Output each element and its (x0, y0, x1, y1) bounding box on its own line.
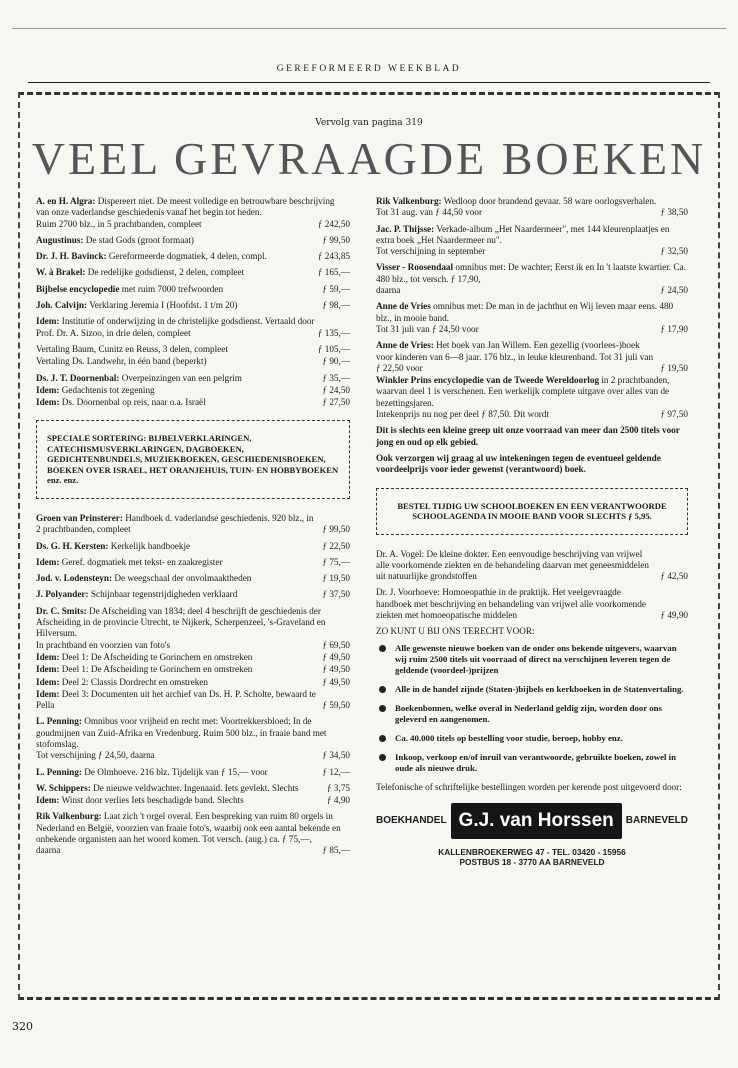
book-price: ƒ 3,75 (327, 782, 350, 793)
service-text: Ca. 40.000 titels op bestelling voor studie, beroep, hobby enz. (395, 732, 623, 743)
schoolbooks-box: BESTEL TIJDIG UW SCHOOLBOEKEN EN EEN VERANTWOORDE SCHOOLAGENDA IN MOOIE BAND VOOR SLECHTS ƒ 5,95. (376, 488, 688, 535)
book-desc (36, 344, 315, 355)
book-desc (36, 356, 319, 367)
book-entry (376, 549, 688, 583)
book-author: Joh. Calvijn: (36, 300, 88, 311)
ad-right-label: BARNEVELD (625, 815, 688, 827)
book-author: Groen van Prinsterer: (36, 512, 123, 523)
book-text: Deel 1: De Afscheiding te Gorinchem en omstreken (59, 651, 253, 662)
book-author: W. à Brakel: (36, 267, 86, 278)
book-entry (36, 284, 350, 295)
book-author: Visser - Roosendaal (376, 262, 454, 273)
book-entry (36, 356, 350, 367)
book-entry (36, 589, 350, 600)
ad-left-label: BOEKHANDEL (376, 815, 447, 827)
book-price: ƒ 24,50 (322, 384, 350, 395)
book-entry (376, 196, 688, 219)
service-text: Alle gewenste nieuwe boeken van de onder ons bekende uitgevers, waarvan wij ruim 2500 titels uit voorraad of direct na verschijnen leveren tegen de geldende (voordeel-)prijzen (395, 642, 677, 675)
right-column (376, 196, 688, 868)
book-author: J. Polyander: (36, 589, 89, 600)
book-text: De stad Gods (groot formaat) (83, 234, 194, 245)
book-author: Dr. J. H. Bavinck: (36, 251, 107, 262)
book-entry (36, 196, 350, 230)
book-entry (36, 795, 350, 806)
book-author: Anne de Vries (376, 301, 431, 312)
book-price-row (36, 640, 350, 651)
bullet-icon (379, 645, 386, 652)
book-entry (36, 385, 350, 396)
book-price: ƒ 35,— (322, 372, 350, 383)
book-author: L. Penning: (36, 766, 82, 777)
book-entry (376, 301, 688, 335)
book-price-row (36, 664, 350, 675)
book-price-row (36, 589, 350, 600)
service-item (376, 643, 688, 676)
bullet-icon (379, 705, 386, 712)
book-price-row (36, 385, 350, 396)
book-price-row (36, 373, 350, 384)
book-price: ƒ 99,50 (322, 234, 350, 245)
book-author: Jod. v. Lodensteyn: (36, 573, 113, 584)
shop-logo: G.J. van Horssen (451, 803, 622, 839)
book-price: ƒ 85,— (322, 845, 350, 856)
bullet-icon (379, 735, 386, 742)
book-desc (376, 375, 688, 409)
service-item (376, 703, 688, 725)
book-entry (36, 677, 350, 688)
book-author: Dr. C. Smits: (36, 605, 87, 616)
book-text: Deel 2: Classis Dordrecht en omstreken (59, 676, 208, 687)
book-price: ƒ 99,50 (322, 524, 350, 535)
book-price-row (36, 750, 350, 761)
book-text: Gereformeerde dogmatiek, 4 delen, compl. (106, 251, 267, 262)
book-price: ƒ 4,90 (327, 795, 350, 806)
book-entry (36, 541, 350, 552)
book-text: Schijnbaar tegenstrijdigheden verklaard (88, 589, 238, 600)
book-desc (36, 251, 315, 262)
book-text: De nieuwe veldwachter. Ingenaaid. Iets gevlekt. Slechts (90, 782, 299, 793)
book-entry (36, 689, 350, 712)
right-entries-1 (376, 196, 688, 420)
book-price-row (36, 284, 350, 295)
book-author: Bijbelse encyclopedie (36, 283, 120, 294)
book-price-row (36, 356, 350, 367)
book-text: Gedachtenis tot zegening (59, 384, 155, 395)
service-text: Inkoop, verkoop en/of inruil van verantwoorde, gebruikte boeken, zowel in oude als nieuwe druk. (395, 751, 677, 773)
book-price-row (36, 316, 350, 339)
book-price: ƒ 38,50 (660, 207, 688, 218)
service-item (376, 752, 688, 774)
left-entries-1 (36, 196, 350, 408)
book-price-row (36, 219, 350, 230)
book-desc (376, 301, 688, 324)
book-price-row (36, 783, 350, 794)
book-price-row (36, 795, 350, 806)
book-desc (36, 652, 319, 663)
book-subline: Intekenprijs nu nog per deel ƒ 87,50. Dit wordt (376, 409, 549, 420)
book-desc (36, 783, 324, 794)
book-price-row (376, 409, 688, 420)
book-price-row (36, 573, 350, 584)
book-text: Wedloop door brandend gevaar. 58 ware oorlogsverhalen. Tot 31 aug. van ƒ 44,50 voor (376, 196, 657, 218)
book-text: Het boek van Jan Willem. Een gezellig (voorlees-)boek voor kinderen van 6—8 jaar. 176 blz., in leuke kleurenband. Tot 31 juli van ƒ 22,50 voor (376, 340, 654, 373)
book-subline: In prachtband en voorzien van foto's (36, 639, 171, 650)
service-text: Alle in de handel zijnde (Staten-)bijbels en kerkboeken in de Statenvertaling. (395, 683, 684, 694)
book-entry (36, 783, 350, 794)
book-price: ƒ 59,— (322, 283, 350, 294)
book-desc (376, 262, 688, 285)
page-top-line (12, 28, 726, 29)
book-subline: Ruim 2700 blz., in 5 prachtbanden, compleet (36, 218, 202, 229)
book-price-row (376, 285, 688, 296)
book-desc (36, 557, 319, 568)
book-desc (376, 549, 657, 583)
service-item (376, 733, 688, 744)
book-price-row (36, 344, 350, 355)
book-entry (36, 664, 350, 675)
book-author: Anne de Vries: (376, 340, 434, 351)
service-text: Boekenbonnen, welke overal in Nederland geldig zijn, worden door ons geleverd en aangenomen. (395, 702, 662, 724)
book-price: ƒ 105,— (317, 343, 350, 354)
bullet-icon (379, 754, 386, 761)
book-price-row (36, 513, 350, 536)
book-desc (36, 373, 319, 384)
book-text: Handboek d. vaderlandse geschiedenis. 920 blz., in 2 prachtbanden, compleet (36, 512, 314, 535)
book-desc (36, 589, 319, 600)
header-rule (28, 82, 710, 83)
book-price: ƒ 59,50 (322, 700, 350, 711)
book-price: ƒ 32,50 (660, 246, 688, 257)
book-text: Deel 1: De Afscheiding te Gorinchem en omstreken (59, 664, 253, 675)
book-desc (376, 196, 657, 219)
book-desc (36, 316, 315, 339)
book-text: omnibus met: De man in de jachthut en Wij leven maar eens. 480 blz., in mooie band. (376, 301, 674, 323)
book-desc (36, 397, 319, 408)
book-author: Augustinus: (36, 234, 84, 245)
book-price-row (376, 324, 688, 335)
book-desc (36, 196, 350, 219)
services-list (376, 643, 688, 774)
book-desc (36, 235, 319, 246)
book-price: ƒ 49,90 (660, 610, 688, 621)
book-price-row (36, 235, 350, 246)
book-text: Institutie of onderwijzing in de christelijke godsdienst. Vertaald door Prof. Dr. A. Sizoo, in drie delen, compleet (36, 316, 315, 338)
book-text: Kerkelijk handboekje (108, 540, 191, 551)
book-price-row (376, 246, 688, 257)
book-author: Rik Valkenburg: (376, 196, 442, 206)
shop-address: KALLENBROEKERWEG 47 - TEL. 03420 - 15956 (438, 846, 626, 857)
book-desc (36, 795, 324, 806)
book-text: Omnibus voor vrijheid en recht met: Voortrekkersbloed; In de goudmijnen van Zuid-Afrika en Vredenburg. Ruim 500 blz., in fraaie band met stofomslag. (36, 716, 327, 749)
book-text: omnibus met: De wachter; Eerst ik en In 't laatste kwartier. Ca. 480 blz., tot versch. ƒ 17,90, (376, 262, 686, 284)
book-text: De Afscheiding van 1834; deel 4 beschrijft de geschiedenis der Afscheiding in de provincie Utrecht, te Nijkerk, Scherpenzeel, 's-Graveland en Hilversum. (36, 605, 326, 639)
continued-note: Vervolg van pagina 319 (315, 118, 423, 128)
book-desc (36, 284, 319, 295)
page-title: VEEL GEVRAAGDE BOEKEN (31, 133, 707, 184)
book-price: ƒ 69,50 (322, 639, 350, 650)
book-author: Idem: (36, 664, 60, 675)
book-desc (36, 385, 319, 396)
book-author: Winkler Prins encyclopedie van de Tweede Wereldoorlog (376, 375, 600, 386)
book-subline: Tot 31 juli van ƒ 24,50 voor (376, 323, 479, 334)
book-price-row (376, 340, 688, 374)
book-price-row (376, 587, 688, 621)
book-price-row (376, 549, 688, 583)
book-author: Idem: (36, 384, 60, 395)
order-note: Telefonische of schriftelijke bestellingen worden per kerende post uitgevoerd door: (376, 781, 682, 792)
note-selection: Dit is slechts een kleine greep uit onze voorraad van meer dan 2500 titels voor jong en oud op elk gebied. (376, 425, 680, 447)
book-desc (36, 606, 350, 640)
bullet-icon (379, 686, 386, 693)
book-entry (36, 251, 350, 262)
book-price: ƒ 22,50 (322, 540, 350, 551)
book-price-row (36, 767, 350, 778)
book-desc (36, 541, 319, 552)
book-entry (36, 606, 350, 651)
book-text: Winst door verlies Iets beschadigde band. Slechts (59, 795, 244, 806)
shop-postbox: POSTBUS 18 - 3770 AA BARNEVELD (459, 857, 605, 868)
service-item (376, 684, 688, 695)
book-price: ƒ 17,90 (660, 323, 688, 334)
book-desc (36, 677, 319, 688)
book-text: De Olmhoeve. 216 blz. Tijdelijk van ƒ 15,— voor (81, 766, 268, 777)
book-entry (36, 513, 350, 536)
book-price: ƒ 37,50 (322, 589, 350, 600)
book-price-row (36, 267, 350, 278)
book-text: Verkade-album „Het Naardermeer", met 144 kleurenplaatjes en extra boek „Het Naardermeer nu". (376, 223, 670, 245)
book-text: Vertaling Ds. Landwehr, in één band (beperkt) (36, 356, 207, 367)
book-text: Deel 3: Documenten uit het archief van Ds. H. P. Scholte, bewaard te Pella (36, 688, 316, 711)
left-column (36, 196, 350, 862)
bookshop-advert (376, 803, 688, 868)
book-price: ƒ 12,— (322, 766, 350, 777)
book-price: ƒ 19,50 (322, 573, 350, 584)
right-entries-2 (376, 549, 688, 622)
book-price-row (36, 251, 350, 262)
book-text: De weegschaal der onvolmaaktheden (112, 573, 252, 584)
book-price: ƒ 27,50 (322, 397, 350, 408)
book-author: L. Penning: (36, 716, 82, 727)
book-price: ƒ 165,— (317, 267, 350, 278)
book-author: Idem: (36, 795, 60, 806)
note-subscriptions: Ook verzorgen wij graag al uw intekeningen tegen de eventueel geldende voordeelprijs voor ieder gewenst (verantwoord) boek. (376, 452, 661, 475)
book-desc (376, 340, 657, 374)
book-subline: Tot verschijning in september (376, 246, 486, 257)
left-entries-2 (36, 513, 350, 857)
book-author: Idem: (36, 397, 60, 408)
book-price: ƒ 75,— (322, 556, 350, 567)
book-price: ƒ 42,50 (660, 571, 688, 582)
running-header: GEREFORMEERD WEEKBLAD (276, 64, 462, 74)
book-author: W. Schippers: (36, 782, 91, 793)
book-price-row (36, 845, 350, 856)
book-price: ƒ 97,50 (660, 409, 688, 420)
book-entry (36, 397, 350, 408)
book-subline: daarna (36, 845, 61, 856)
book-desc (36, 573, 319, 584)
book-price: ƒ 242,50 (317, 218, 350, 229)
book-desc (376, 587, 657, 621)
book-desc (36, 513, 319, 536)
book-desc (36, 267, 315, 278)
book-entry (36, 316, 350, 339)
book-price: ƒ 34,50 (322, 750, 350, 761)
book-entry (36, 373, 350, 384)
book-author: Rik Valkenburg: (36, 811, 102, 822)
book-entry (36, 557, 350, 568)
book-entry (376, 340, 688, 374)
book-entry (376, 587, 688, 621)
book-text: De redelijke godsdienst, 2 delen, compleet (85, 267, 245, 278)
book-desc (36, 767, 319, 778)
book-price: ƒ 24,50 (660, 285, 688, 296)
book-entry (36, 344, 350, 355)
book-entry (36, 573, 350, 584)
book-price-row (36, 397, 350, 408)
book-subline: Tot verschijning ƒ 24,50, daarna (36, 750, 155, 761)
book-price-row (36, 652, 350, 663)
services-heading: ZO KUNT U BIJ ONS TERECHT VOOR: (376, 626, 535, 637)
book-desc (36, 689, 319, 712)
book-text: Dispereert niet. De meest volledige en betrouwbare beschrijving van onze vaderlandse geschiedenis vanaf het begin tot heden. (36, 196, 335, 218)
book-entry (36, 300, 350, 311)
book-text: Verklaring Jeremia I (Hoofdst. 1 t/m 20) (87, 300, 238, 311)
book-price: ƒ 90,— (322, 356, 350, 367)
book-price-row (376, 196, 688, 219)
book-author: A. en H. Algra: (36, 196, 96, 206)
book-entry (36, 811, 350, 856)
book-text: Ds. Doornenbal op reis, naar o.a. Israël (59, 397, 206, 408)
book-price: ƒ 98,— (322, 300, 350, 311)
book-price: ƒ 49,50 (322, 664, 350, 675)
book-entry (36, 652, 350, 663)
book-entry (36, 267, 350, 278)
book-author: Idem: (36, 651, 60, 662)
page-number: 320 (12, 1020, 33, 1033)
book-desc (36, 300, 319, 311)
book-entry (36, 235, 350, 246)
book-price-row (36, 557, 350, 568)
book-entry (376, 224, 688, 258)
book-author: Jac. P. Thijsse: (376, 223, 435, 234)
book-price: ƒ 49,50 (322, 676, 350, 687)
book-entry (376, 375, 688, 420)
book-text: met ruim 7000 trefwoorden (119, 283, 224, 294)
book-text: in 2 prachtbanden, waarvan deel 1 is verschenen. Een werkelijk complete uitgave over alles van de bezettingsjaren. (376, 375, 670, 408)
book-desc (36, 716, 350, 750)
book-entry (36, 767, 350, 778)
book-desc (376, 224, 688, 247)
book-price-row (36, 541, 350, 552)
book-author: Idem: (36, 556, 60, 567)
book-price-row (36, 689, 350, 712)
book-author: Idem: (36, 316, 60, 327)
book-entry (376, 262, 688, 296)
book-author: Ds. G. H. Kersten: (36, 540, 109, 551)
book-author: Idem: (36, 676, 60, 687)
book-desc (36, 664, 319, 675)
book-author: Idem: (36, 688, 60, 699)
book-subline: daarna (376, 285, 401, 296)
book-price-row (36, 677, 350, 688)
book-text: Laat zich 't orgel overal. Een bespreking van ruim 80 orgels in Nederland en België, voorzien van fraaie foto's, waarbij ook een aantal bekende en onbekende organisten aan het woord komen. Tot versch. (aug.) ca. ƒ 75,—, (36, 811, 341, 845)
special-sorting-box: SPECIALE SORTERING: BIJBELVERKLARINGEN, CATECHISMUSVERKLARINGEN, DAGBOEKEN, GEDICHTENBUNDELS, MUZIEKBOEKEN, GESCHIEDENISBOEKEN, BOEKEN OVER ISRAEL, HET ORANJEHUIS, TUIN- EN HOBBYBOEKEN enz. enz. (36, 420, 350, 499)
book-text: Vertaling Baum, Cunitz en Reuss, 3 delen, compleet (36, 343, 228, 354)
book-price: ƒ 243,85 (317, 251, 350, 262)
book-desc (36, 811, 350, 845)
book-author: Ds. J. T. Doornenbal: (36, 372, 120, 383)
book-price: ƒ 135,— (317, 327, 350, 338)
book-text: Dr. J. Voorhoeve: Homoeopathie in de praktijk. Het veelgevraagde handboek met beschrijving en behandeling van vrijwel alle voorkomende ziekten met homoeopatische middelen (376, 587, 646, 621)
book-text: Overpeinzingen van een pelgrim (119, 372, 242, 383)
book-price: ƒ 19,50 (660, 362, 688, 373)
book-entry (36, 716, 350, 761)
book-text: Geref. dogmatiek met tekst- en zaakregister (59, 556, 223, 567)
book-price: ƒ 49,50 (322, 651, 350, 662)
book-text: Dr. A. Vogel: De kleine dokter. Een eenvoudige beschrijving van vrijwel alle voorkomende ziekten en de behandeling daarvan met geneesmiddelen uit natuurlijke grondstoffen (376, 548, 649, 582)
book-price-row (36, 300, 350, 311)
